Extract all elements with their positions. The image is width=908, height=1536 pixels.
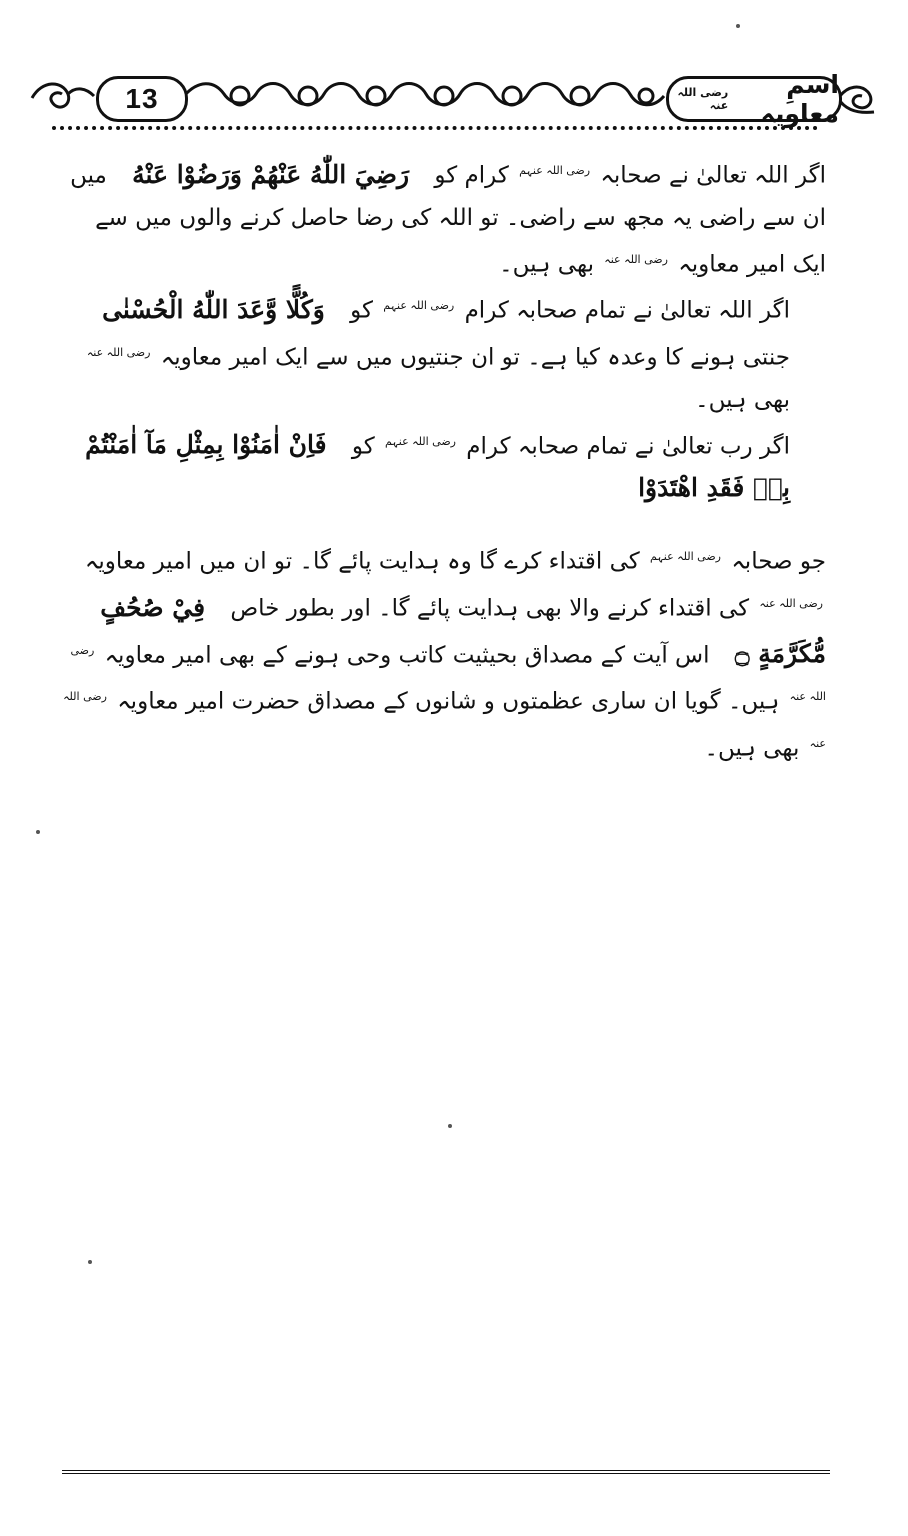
scan-speck: [736, 24, 740, 28]
p4-text-e: ہیں۔ گویا ان ساری عظمتوں و شانوں کے مصداق حضرت امیر معاویہ: [117, 688, 780, 715]
p4-honorific-4: رضی اللہ عنہ: [63, 690, 826, 750]
scan-speck: [448, 1124, 452, 1128]
p4-text-d: اس آیت کے مصداق بحیثیت کاتب وحی ہونے کے بھی امیر معاویہ: [104, 642, 710, 669]
p4-text-a: جو صحابہ: [731, 548, 826, 575]
paragraph-2: [62, 285, 826, 420]
paragraph-4: [62, 536, 826, 769]
p2-text-c: جنتی ہونے کا وعدہ کیا ہے۔ تو ان جنتیوں میں سے ایک امیر معاویہ: [160, 344, 790, 371]
scan-speck: [36, 830, 40, 834]
p4-text-f: بھی ہیں۔: [704, 735, 800, 762]
p1-honorific-2: رضی اللہ عنہ: [604, 252, 668, 266]
p2-honorific-2: رضی اللہ عنہ: [86, 345, 151, 359]
p4-text-b: کی اقتداء کرے گا وہ ہدایت پائے گا۔ تو ان میں امیر معاویہ: [84, 548, 640, 575]
p1-text-c: میں ان سے راضی یہ مجھ سے راضی۔ تو اللہ کی رضا حاصل کرنے والوں میں سے ایک امیر معاویہ: [70, 162, 826, 278]
p3-text-b: کو: [351, 433, 375, 460]
page-header: [28, 62, 880, 132]
p3-text-a: اگر رب تعالیٰ نے تمام صحابہ کرام: [466, 433, 790, 460]
header-dotted-divider: [52, 126, 818, 130]
paragraph-3: [62, 421, 826, 511]
p1-honorific: رضی اللہ عنہم: [519, 164, 591, 177]
running-title: [666, 70, 842, 128]
scan-speck: [88, 1260, 92, 1264]
p2-text-a: اگر اللہ تعالیٰ نے تمام صحابہ کرام: [464, 297, 790, 324]
p4-honorific-3: رضی اللہ عنہ: [70, 643, 826, 704]
page-number: [96, 76, 188, 122]
p2-honorific: رضی اللہ عنہم: [383, 299, 455, 313]
p1-text-d: بھی ہیں۔: [499, 251, 594, 278]
p3-quran-verse: فَاِنْ اٰمَنُوْا بِمِثْلِ مَآ اٰمَنْتُمْ بِهٖ فَقَدِ اهْتَدَوْا: [85, 430, 790, 503]
p1-text-a: اگر اللہ تعالیٰ نے صحابہ: [600, 162, 826, 189]
p2-quran-verse: وَكُلًّا وَّعَدَ اللّٰهُ الْحُسْنٰى: [102, 294, 325, 324]
p3-honorific: رضی اللہ عنہم: [385, 434, 456, 448]
page-number-text: 13: [125, 83, 159, 114]
p4-text-c: کی اقتداء کرنے والا بھی ہدایت پائے گا۔ اور بطور خاص: [230, 595, 750, 622]
p2-text-b: کو: [350, 297, 373, 324]
paragraph-1: [62, 150, 826, 285]
p2-text-d: بھی ہیں۔: [695, 386, 790, 413]
p1-text-b: کرام کو: [434, 162, 509, 189]
title-honorific: رضی اللہ عنہ: [677, 86, 729, 112]
page-body: [62, 150, 826, 770]
footer-divider: [62, 1470, 830, 1474]
p4-quran-verse: فِيْ صُحُفٍ مُّكَرَّمَةٍ ۝: [100, 592, 826, 669]
p4-honorific-2: رضی اللہ عنہ: [759, 596, 823, 610]
running-title-text: اسمِ معاویہ: [760, 70, 839, 128]
p1-quran-verse: رَضِيَ اللّٰهُ عَنْهُمْ وَرَضُوْا عَنْهُ: [132, 159, 410, 189]
p4-honorific: رضی اللہ عنہم: [650, 550, 721, 564]
